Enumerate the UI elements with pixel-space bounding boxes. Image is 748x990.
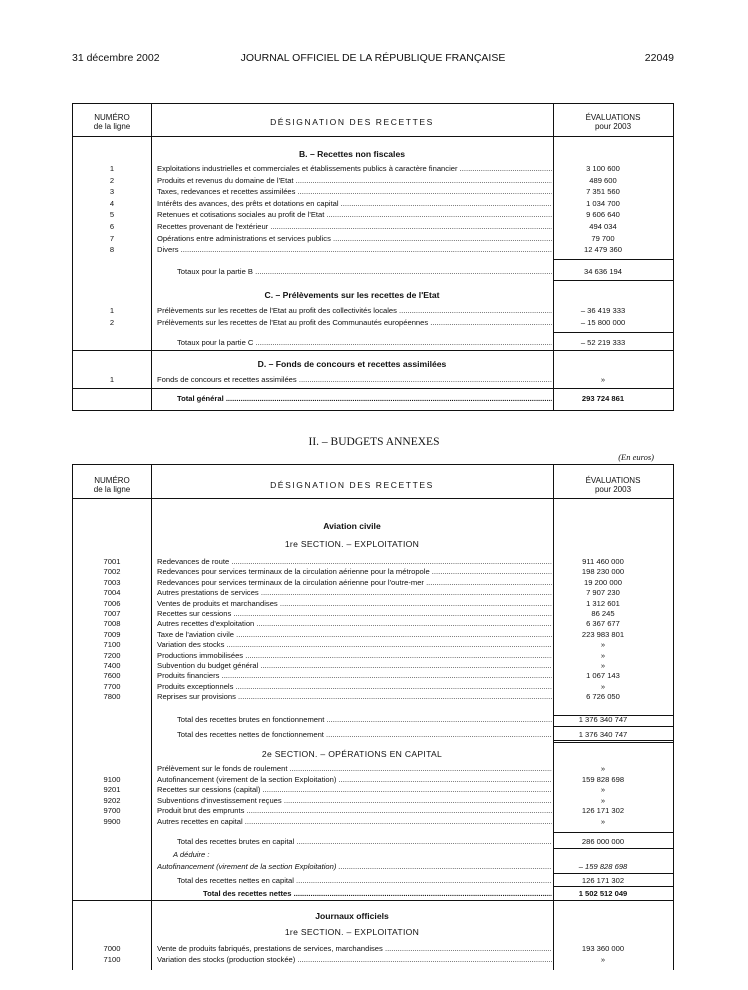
row-value: 489 600 xyxy=(589,175,617,185)
row-value: 198 230 000 xyxy=(581,567,625,577)
row-label: Retenues et cotisations sociales au profit de l'Etat ..... xyxy=(157,209,552,220)
row-label: Prélèvements sur les recettes de l'Etat au profit des collectivités locales ..... xyxy=(157,305,552,316)
table-row xyxy=(73,816,673,827)
row-label: Variation des stocks ..... xyxy=(157,639,552,650)
table-row xyxy=(73,198,673,209)
row-value: 7 351 560 xyxy=(586,187,620,197)
header-journal-title: JOURNAL OFFICIEL DE LA RÉPUBLIQUE FRANÇAISE xyxy=(240,52,506,64)
row-label: Produit brut des emprunts ..... xyxy=(157,805,552,816)
budget-title-journaux-officiels: Journaux officiels xyxy=(315,911,389,921)
header-page-number: 22049 xyxy=(644,52,674,64)
row-value: – 36 419 333 xyxy=(580,306,626,315)
col-header-numero: NUMÉRO de la ligne xyxy=(93,476,131,494)
row-label: Subventions d'investissement reçues ..... xyxy=(157,795,552,806)
row-number: 7700 xyxy=(103,681,121,691)
row-value: 494 034 xyxy=(589,222,617,231)
col-header-numero: NUMÉRO de la ligne xyxy=(93,113,131,131)
table-row-total-brutes-fonctionnement: Total des recettes brutes en fonctionnement ..... 1 376 340 747 xyxy=(73,714,673,725)
row-label: Divers ..... xyxy=(157,244,552,255)
row-label: Variation des stocks (production stockée) ..... xyxy=(157,954,552,965)
col-header-evaluations: ÉVALUATIONS pour 2003 xyxy=(585,476,641,494)
row-label: Produits financiers ..... xyxy=(157,670,552,681)
table-row xyxy=(73,763,673,774)
table-row-total-b: Totaux pour la partie B ..... 34 636 194 xyxy=(73,266,673,277)
table-row-total-nettes: Total des recettes nettes ..... 1 502 512 049 xyxy=(73,888,673,899)
row-label: Taxes, redevances et recettes assimilées ..... xyxy=(157,186,552,197)
table-row: 1 Fonds de concours et recettes assimilées ..... » xyxy=(73,374,673,385)
row-value: » xyxy=(600,764,606,773)
table-row xyxy=(73,805,673,816)
row-number: 9700 xyxy=(103,806,121,815)
table-row xyxy=(73,943,673,954)
row-value: 3 100 600 xyxy=(586,164,620,173)
col-header-evaluations: ÉVALUATIONS pour 2003 xyxy=(585,113,641,131)
row-value: – 15 800 000 xyxy=(580,317,626,327)
row-number: 7001 xyxy=(103,557,121,566)
recettes-table-general xyxy=(72,103,674,411)
table-row-total-nettes-fonctionnement: Total des recettes nettes de fonctionnement ..... 1 376 340 747 xyxy=(73,729,673,740)
section-title-budgets-annexes: II. – BUDGETS ANNEXES xyxy=(308,436,440,448)
table-row xyxy=(73,795,673,806)
row-label: Exploitations industrielles et commerciales et établissements publics à caractère financier ..... xyxy=(157,163,552,174)
row-value: 19 200 000 xyxy=(583,577,622,587)
row-number: 1 xyxy=(109,306,115,315)
table-row xyxy=(73,163,673,174)
row-number: 7600 xyxy=(103,671,121,681)
section-title-d: D. – Fonds de concours et recettes assimilées xyxy=(257,359,447,369)
row-label: Redevances de route ..... xyxy=(157,556,552,567)
table-row xyxy=(73,681,673,692)
table-row xyxy=(73,639,673,650)
budget-title-aviation-civile: Aviation civile xyxy=(323,521,381,531)
table-row xyxy=(73,691,673,702)
row-value: » xyxy=(600,816,606,826)
row-number: 3 xyxy=(109,187,115,197)
row-value: 9 606 640 xyxy=(586,210,620,220)
table-row xyxy=(73,577,673,588)
row-number: 7400 xyxy=(103,661,121,670)
row-number: 8 xyxy=(109,245,115,255)
row-value: 223 983 801 xyxy=(581,629,625,639)
table-row xyxy=(73,566,673,577)
table-row xyxy=(73,221,673,232)
row-value: » xyxy=(600,681,606,691)
row-label: Recettes sur cessions ..... xyxy=(157,608,552,619)
recettes-table-budgets-annexes xyxy=(72,464,674,970)
row-value: 1 034 700 xyxy=(586,198,620,208)
row-number: 7007 xyxy=(103,609,121,618)
row-value: 79 700 xyxy=(591,233,615,243)
row-label: Redevances pour services terminaux de la circulation aérienne pour l'outre-mer ..... xyxy=(157,577,552,588)
table-row-total-nettes-capital: Total des recettes nettes en capital ..... 126 171 302 xyxy=(73,875,673,886)
row-number: 9100 xyxy=(103,774,121,784)
row-label: Autres recettes d'exploitation ..... xyxy=(157,618,552,629)
row-value: 126 171 302 xyxy=(581,806,625,815)
table-row xyxy=(73,618,673,629)
unit-label: (En euros) xyxy=(618,452,654,462)
row-number: 1 xyxy=(109,164,115,173)
col-header-designation: DÉSIGNATION DES RECETTES xyxy=(270,117,434,127)
row-label: Produits et revenus du domaine de l'Etat ..... xyxy=(157,175,552,186)
table-row xyxy=(73,186,673,197)
row-number: 2 xyxy=(109,317,115,327)
row-label: Productions immobilisées ..... xyxy=(157,650,552,661)
row-number: 7003 xyxy=(103,577,121,587)
table-row xyxy=(73,556,673,567)
section-title-exploitation-jo: 1re SECTION. – EXPLOITATION xyxy=(284,927,420,937)
table-row xyxy=(73,244,673,255)
row-label: Taxe de l'aviation civile ..... xyxy=(157,629,552,640)
table-row xyxy=(73,598,673,609)
section-title-c: C. – Prélèvements sur les recettes de l'Etat xyxy=(264,290,440,300)
row-number: 7 xyxy=(109,233,115,243)
row-value: » xyxy=(600,640,606,650)
section-title-operations-capital: 2e SECTION. – OPÉRATIONS EN CAPITAL xyxy=(261,749,443,759)
row-label: Produits exceptionnels ..... xyxy=(157,681,552,692)
row-number: 5 xyxy=(109,210,115,220)
row-number: 6 xyxy=(109,222,115,231)
deduire-label: A déduire : xyxy=(173,850,210,859)
row-label: Autres prestations de services ..... xyxy=(157,587,552,598)
row-number: 9202 xyxy=(103,795,121,805)
table-row xyxy=(73,175,673,186)
table-row xyxy=(73,608,673,619)
table-row xyxy=(73,784,673,795)
row-label: Recettes provenant de l'extérieur ..... xyxy=(157,221,552,232)
row-label: Recettes sur cessions (capital) ..... xyxy=(157,784,552,795)
row-label: Autres recettes en capital ..... xyxy=(157,816,552,827)
row-label: Vente de produits fabriqués, prestations de services, marchandises ..... xyxy=(157,943,552,954)
row-value: 193 360 000 xyxy=(581,944,625,953)
row-number: 7000 xyxy=(103,944,121,953)
table-row xyxy=(73,650,673,661)
row-value: 7 907 230 xyxy=(586,588,620,598)
row-label: Autofinancement (virement de la section Exploitation) ..... xyxy=(157,774,552,785)
row-number: 7009 xyxy=(103,629,121,639)
table-row xyxy=(73,670,673,681)
row-value: 1 067 143 xyxy=(586,671,620,681)
row-label: Prélèvements sur les recettes de l'Etat au profit des Communautés européennes ..... xyxy=(157,317,552,328)
row-number: 7100 xyxy=(103,955,121,964)
row-label: Reprises sur provisions ..... xyxy=(157,691,552,702)
row-value: » xyxy=(600,795,606,805)
row-value: 911 460 000 xyxy=(582,557,624,566)
header-date: 31 décembre 2002 xyxy=(72,52,160,64)
row-value: 6 726 050 xyxy=(586,692,620,702)
table-row xyxy=(73,954,673,965)
table-row xyxy=(73,209,673,220)
row-number: 2 xyxy=(109,175,115,185)
row-label: Prélèvement sur le fonds de roulement ..... xyxy=(157,763,552,774)
row-label: Subvention du budget général ..... xyxy=(157,660,552,671)
table-row-autofinancement-deduction: Autofinancement (virement de la section Exploitation) ..... – 159 828 698 xyxy=(73,861,673,872)
row-number: 7100 xyxy=(103,640,121,650)
table-row xyxy=(73,774,673,785)
table-row xyxy=(73,317,673,328)
table-row xyxy=(73,305,673,316)
table-row-total-general: Total général ..... 293 724 861 xyxy=(73,393,673,404)
row-number: 4 xyxy=(109,198,115,208)
row-label: Opérations entre administrations et services publics ..... xyxy=(157,233,552,244)
row-value: » xyxy=(600,955,606,964)
row-value: 159 828 698 xyxy=(581,774,625,784)
row-number: 7800 xyxy=(103,692,121,702)
row-label: Redevances pour services terminaux de la circulation aérienne pour la métropole ..... xyxy=(157,566,552,577)
row-number: 9201 xyxy=(103,785,121,794)
row-value: » xyxy=(600,650,606,660)
row-label: Intérêts des avances, des prêts et dotations en capital ..... xyxy=(157,198,552,209)
row-number: 7002 xyxy=(103,567,121,577)
table-row-total-c: Totaux pour la partie C ..... – 52 219 333 xyxy=(73,337,673,348)
row-number: 7008 xyxy=(103,619,121,629)
row-number: 9900 xyxy=(103,816,121,826)
row-number: 7200 xyxy=(103,650,121,660)
page-header xyxy=(72,52,674,66)
row-value: 12 479 360 xyxy=(583,245,622,255)
row-value: 86 245 xyxy=(591,609,615,618)
table-row xyxy=(73,587,673,598)
col-header-designation: DÉSIGNATION DES RECETTES xyxy=(270,480,434,490)
row-value: 6 367 677 xyxy=(586,619,620,629)
row-number: 7004 xyxy=(103,588,121,598)
section-title-exploitation: 1re SECTION. – EXPLOITATION xyxy=(284,539,420,549)
row-value: » xyxy=(600,661,606,670)
table-row xyxy=(73,233,673,244)
row-value: » xyxy=(600,785,606,794)
table-row-total-brutes-capital: Total des recettes brutes en capital ..... 286 000 000 xyxy=(73,836,673,847)
row-label: Ventes de produits et marchandises ..... xyxy=(157,598,552,609)
row-value: 1 312 601 xyxy=(586,598,620,608)
section-title-b: B. – Recettes non fiscales xyxy=(298,149,406,159)
table-row xyxy=(73,660,673,671)
row-number: 7006 xyxy=(103,598,121,608)
table-row xyxy=(73,629,673,640)
